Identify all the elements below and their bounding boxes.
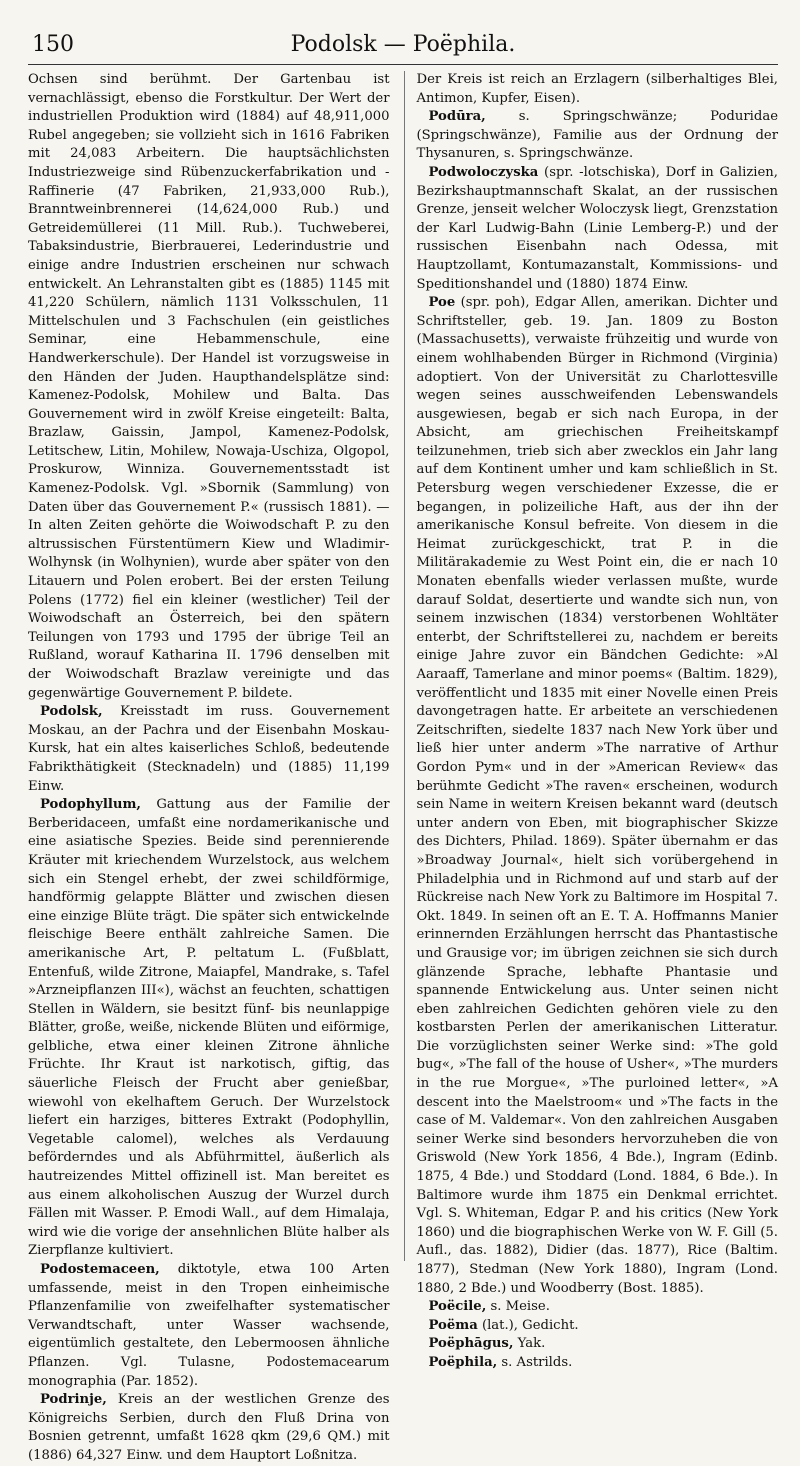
- dictionary-entry: [417, 71, 779, 108]
- dictionary-entry: [28, 1391, 390, 1465]
- entry-headword: Poëphila,: [428, 1354, 498, 1370]
- right-column: [404, 71, 779, 1370]
- entry-text: Ochsen sind berühmt. Der Gartenbau ist vernachlässigt, ebenso die Forstkultur. Der Wert der industriellen Produktion wird (1884) auf 48,911,000 Rubel angegeben; sie vollzieht sich in 1616 Fabriken mit 24,083 Arbeitern. Die hauptsächlichsten Industriezweige sind Rübenzuckerfabrikation und -Raffinerie (47 Fabriken, 21,933,000 Rub.), Branntweinbrennerei (14,624,000 Rub.) und Getreidemüllerei (11 Mill. Rub.). Tuchweberei, Tabaksindustrie, Bierbrauerei, Lederindustrie und einige andre Industrien erscheinen nur schwach entwickelt. An Lehranstalten gibt es (1885) 1145 mit 41,220 Schülern, nämlich 1131 Volksschulen, 11 Mittelschulen und 3 Fachschulen (ein geistliches Seminar, eine Hebammenschule, eine Handwerkerschule). Der Handel ist vorzugsweise in den Händen der Juden. Haupthandelsplätze sind: Kamenez-Podolsk, Mohilew und Balta. Das Gouvernement wird in zwölf Kreise eingeteilt: Balta, Brazlaw, Gaissin, Jampol, Kamenez-Podolsk, Letitschew, Litin, Mohilew, Nowaja-Uschiza, Olgopol, Proskurow, Winniza. Gouvernementsstadt ist Kamenez-Podolsk. Vgl. »Sbornik (Sammlung) von Daten über das Gouvernement P.« (russisch 1881). — In alten Zeiten gehörte die Woiwodschaft P. zu den altrussischen Fürstentümern Kiew und Wladimir-Wolhynsk (in Wolhynien), wurde aber später von den Litauern und Polen erobert. Bei der ersten Teilung Polens (1772) fiel ein kleiner (westlicher) Teil der Woiwodschaft an Österreich, bei den spätern Teilungen von 1793 und 1795 der übrige Teil an Rußland, worauf Katharina II. 1796 denselben mit der Woiwodschaft Brazlaw vereinigte und das gegenwärtige Gouvernement P. bildete.: [28, 72, 390, 701]
- dictionary-entry: [28, 71, 390, 703]
- dictionary-entry: [28, 703, 390, 796]
- dictionary-entry: [417, 294, 779, 1298]
- entry-text: Kreis an der westlichen Grenze des Königreichs Serbien, durch den Fluß Drina von Bosnien getrennt, umfaßt 1628 qkm (29,6 QM.) mit (1886) 64,327 Einw. und dem Hauptort Loßnitza.: [28, 1392, 390, 1463]
- entry-headword: Poe: [428, 295, 456, 311]
- entry-text: Gattung aus der Familie der Berberidaceen, umfaßt eine nordamerikanische und eine asiatische Spezies. Beide sind perennierende Kräuter mit kriechendem Wurzelstock, aus welchem sich ein Stengel erhebt, der zwei schildförmige, handförmig gelappte Blätter und zwischen diesen eine einzige Blüte trägt. Die später sich entwickelnde fleischige Beere enthält zahlreiche Samen. Die amerikanische Art, P. peltatum L. (Fußblatt, Entenfuß, wilde Zitrone, Maiapfel, Mandrake, s. Tafel »Arzneipflanzen III«), wächst an feuchten, schattigen Stellen in Wäldern, sie besitzt fünf- bis neunlappige Blätter, große, weiße, nickende Blüten und eiförmige, gelbliche, etwa einer kleinen Zitrone ähnliche Früchte. Ihr Kraut ist narkotisch, giftig, das säuerliche Fleisch der Frucht aber genießbar, wiewohl von ekelhaftem Geruch. Der Wurzelstock liefert ein harziges, bitteres Extrakt (Podophyllin, Vegetable calomel), welches als Verdauung beförderndes und als Abführmittel, äußerlich als hautreizendes Mittel offizinell ist. Man bereitet es aus einem alkoholischen Auszug der Wurzel durch Fällen mit Wasser. P. Emodi Wall., auf dem Himalaja, wird wie die vorige der ansehnlichen Blüte halber als Zierpflanze kultiviert.: [28, 797, 390, 1259]
- page-header: [28, 30, 778, 65]
- entry-text: (spr. -lotschiska), Dorf in Galizien, Bezirkshauptmannschaft Skalat, an der russischen Grenze, jenseit welcher Woloczysk liegt, Grenzstation der Karl Ludwig-Bahn (Linie Lemberg-P.) und der russischen Eisenbahn nach Odessa, mit Hauptzollamt, Kontumazanstalt, Kommissions- und Speditionshandel und (1880) 1874 Einw.: [416, 164, 778, 292]
- text-columns: [28, 71, 778, 1463]
- entry-headword: Poëphāgus,: [428, 1336, 514, 1352]
- dictionary-entry: [417, 1298, 779, 1317]
- entry-text: (lat.), Gedicht.: [477, 1317, 579, 1333]
- dictionary-entry: [417, 164, 779, 294]
- entry-headword: Podwoloczyska: [428, 164, 539, 180]
- page-number: 150: [32, 32, 74, 57]
- entry-text: s. Astrilds.: [497, 1354, 573, 1370]
- entry-text: s. Meise.: [486, 1299, 550, 1315]
- dictionary-entry: [417, 108, 779, 164]
- entry-text: Der Kreis ist reich an Erzlagern (silberhaltiges Blei, Antimon, Kupfer, Eisen).: [416, 72, 778, 106]
- entry-headword: Poëma: [428, 1317, 478, 1333]
- entry-text: Kreisstadt im russ. Gouvernement Moskau, an der Pachra und der Eisenbahn Moskau-Kursk, hat ein altes kaiserliches Schloß, bedeutende Fabrikthätigkeit (Stecknadeln) und (1885) 11,199 Einw.: [28, 704, 390, 794]
- dictionary-entry: [28, 796, 390, 1261]
- entry-text: (spr. poh), Edgar Allen, amerikan. Dichter und Schriftsteller, geb. 19. Jan. 1809 zu Boston (Massachusetts), verwaiste frühzeitig und wurde von einem wohlhabenden Bürger in Richmond (Virginia) adoptiert. Von der Universität zu Charlottesville wegen seines ausschweifenden Lebenswandels ausgewiesen, begab er sich nach Europa, in der Absicht, am griechischen Freiheitskampf teilzunehmen, trieb sich aber zwecklos ein Jahr lang auf dem Kontinent umher und kam schließlich in St. Petersburg wegen verschiedener Exzesse, die er begangen, in polizeiliche Haft, aus der ihn der amerikanische Konsul befreite. Von diesem in die Heimat zurückgeschickt, trat P. in die Militärakademie zu West Point ein, die er nach 10 Monaten ebenfalls wieder verlassen mußte, wurde darauf Soldat, desertierte und wandte sich nun, von seinem inzwischen (1834) verstorbenen Wohltäter enterbt, der Schriftstellerei zu, nachdem er bereits einige Jahre zuvor ein Bändchen Gedichte: »Al Aaraaff, Tamerlane and minor poems« (Baltim. 1829), veröffentlicht und 1835 mit einer Novelle einen Preis davongetragen hatte. Er arbeitete an verschiedenen Zeitschriften, siedelte 1837 nach New York über und ließ hier unter anderm »The narrative of Arthur Gordon Pym« und in der »American Review« das berühmte Gedicht »The raven« erscheinen, wodurch sein Name in weitern Kreisen bekannt ward (deutsch unter andern von Eben, mit biographischer Skizze des Dichters, Philad. 1869). Später übernahm er das »Broadway Journal«, hielt sich vorübergehend in Philadelphia und in Richmond auf und starb auf der Rückreise nach New York zu Baltimore im Hospital 7. Okt. 1849. In seinen oft an E. T. A. Hoffmanns Manier erinnernden Erzählungen herrscht das Phantastische und Grausige vor; im übrigen zeichnen sie sich durch glänzende Sprache, lebhafte Phantasie und spannende Entwickelung aus. Unter seinen nicht eben zahlreichen Gedichten gehören viele zu den kostbarsten Perlen der amerikanischen Litteratur. Die vorzüglichsten seiner Werke sind: »The gold bug«, »The fall of the house of Usher«, »The murders in the rue Morgue«, »The purloined letter«, »A descent into the Maelstroom« und »The facts in the case of M. Valdemar«. Von den zahlreichen Ausgaben seiner Werke sind besonders hervorzuheben die von Griswold (New York 1856, 4 Bde.), Ingram (Edinb. 1875, 4 Bde.) und Stoddard (Lond. 1884, 6 Bde.). In Baltimore wurde ihm 1875 ein Denkmal errichtet. Vgl. S. Whiteman, Edgar P. and his critics (New York 1860) und die biographischen Werke von W. F. Gill (5. Aufl., das. 1882), Didier (das. 1877), Rice (Baltim. 1877), Stedman (New York 1880), Ingram (Lond. 1880, 2 Bde.) und Woodberry (Bost. 1885).: [416, 295, 778, 1296]
- entry-headword: Podophyllum,: [40, 797, 141, 813]
- entry-headword: Podolsk,: [40, 704, 103, 720]
- entry-text: diktotyle, etwa 100 Arten umfassende, meist in den Tropen einheimische Pflanzenfamilie von zweifelhafter systematischer Verwandtschaft, unter Wasser wachsende, eigentümlich gestaltete, den Lebermoosen ähnliche Pflanzen. Vgl. Tulasne, Podostemacearum monographia (Par. 1852).: [28, 1262, 390, 1389]
- entry-text: s. Springschwänze; Poduridae (Springschwänze), Familie aus der Ordnung der Thysanuren, s. Springschwänze.: [416, 109, 778, 162]
- running-title: Podolsk — Poëphila.: [290, 32, 516, 57]
- entry-text: Yak.: [513, 1336, 546, 1352]
- entry-headword: Podrinje,: [40, 1392, 107, 1408]
- dictionary-entry: [417, 1354, 779, 1373]
- entry-headword: Podūra,: [428, 109, 486, 125]
- left-column: [28, 71, 390, 1463]
- dictionary-entry: [417, 1317, 779, 1336]
- dictionary-entry: [28, 1261, 390, 1391]
- entry-headword: Poëcile,: [428, 1299, 487, 1315]
- entry-headword: Podostemaceen,: [40, 1262, 160, 1277]
- dictionary-entry: [417, 1335, 779, 1354]
